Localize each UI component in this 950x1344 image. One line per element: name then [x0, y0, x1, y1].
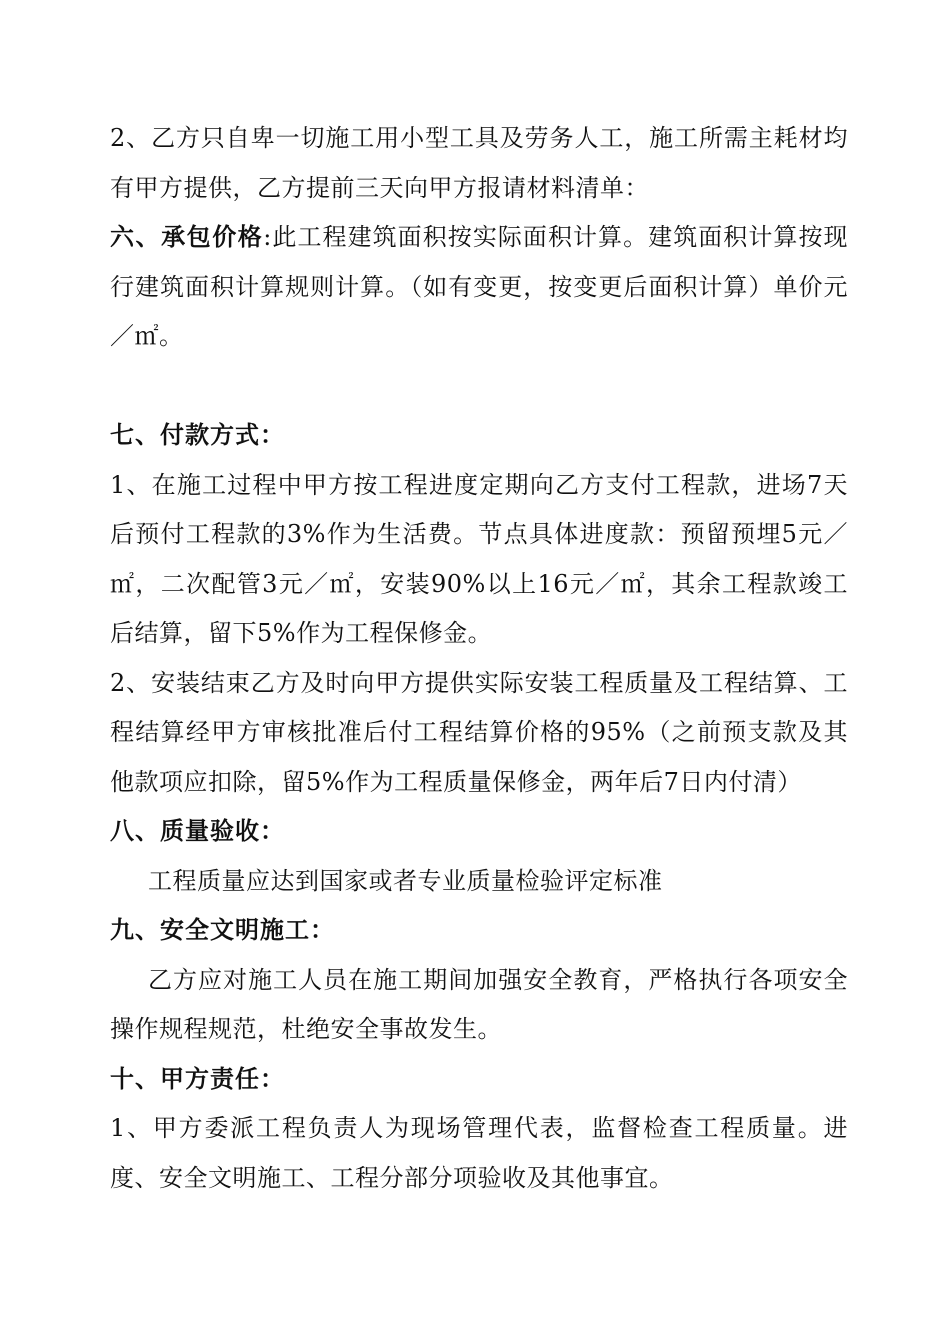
quality-acceptance-heading: 八、质量验收：	[110, 817, 285, 845]
blank-line	[110, 362, 848, 412]
supply-clause-paragraph: 2、乙方只自卑一切施工用小型工具及劳务人工，施工所需主耗材均有甲方提供，乙方提前三天向甲方报请材料清单：	[110, 124, 848, 202]
quality-acceptance-body: 工程质量应达到国家或者专业质量检验评定标准	[148, 866, 663, 895]
contract-price-body: :此工程建筑面积按实际面积计算。建筑面积计算按现行建筑面积计算规则计算。（如有变更，按变更后面积计算）单价元／㎡。	[110, 223, 848, 350]
party-a-responsibility-heading: 十、甲方责任：	[110, 1064, 285, 1093]
safety-construction-heading: 九、安全文明施工：	[110, 916, 335, 944]
contract-price-paragraph	[110, 213, 848, 362]
party-a-responsibility-clause-1: 1、甲方委派工程负责人为现场管理代表，监督检查工程质量。进度、安全文明施工、工程分部分项验收及其他事宜。	[110, 1114, 848, 1192]
contract-price-heading: 六、承包价格	[110, 223, 264, 251]
document-body	[110, 114, 848, 1203]
payment-clause-2: 2、安装结束乙方及时向甲方提供实际安装工程质量及工程结算、工程结算经甲方审核批准后付工程结算价格的95%（之前预支款及其他款项应扣除，留5%作为工程质量保修金，两年后7日内付清）	[110, 668, 848, 796]
payment-clause-1: 1、在施工过程中甲方按工程进度定期向乙方支付工程款，进场7天后预付工程款的3%作为生活费。节点具体进度款：预留预埋5元／㎡，二次配管3元／㎡，安装90%以上16元／㎡，其余工程款竣工后结算，留下5%作为工程保修金。	[110, 470, 848, 647]
safety-construction-body: 乙方应对施工人员在施工期间加强安全教育，严格执行各项安全操作规程规范，杜绝安全事故发生。	[110, 965, 848, 1043]
payment-method-heading: 七、付款方式：	[110, 421, 285, 449]
